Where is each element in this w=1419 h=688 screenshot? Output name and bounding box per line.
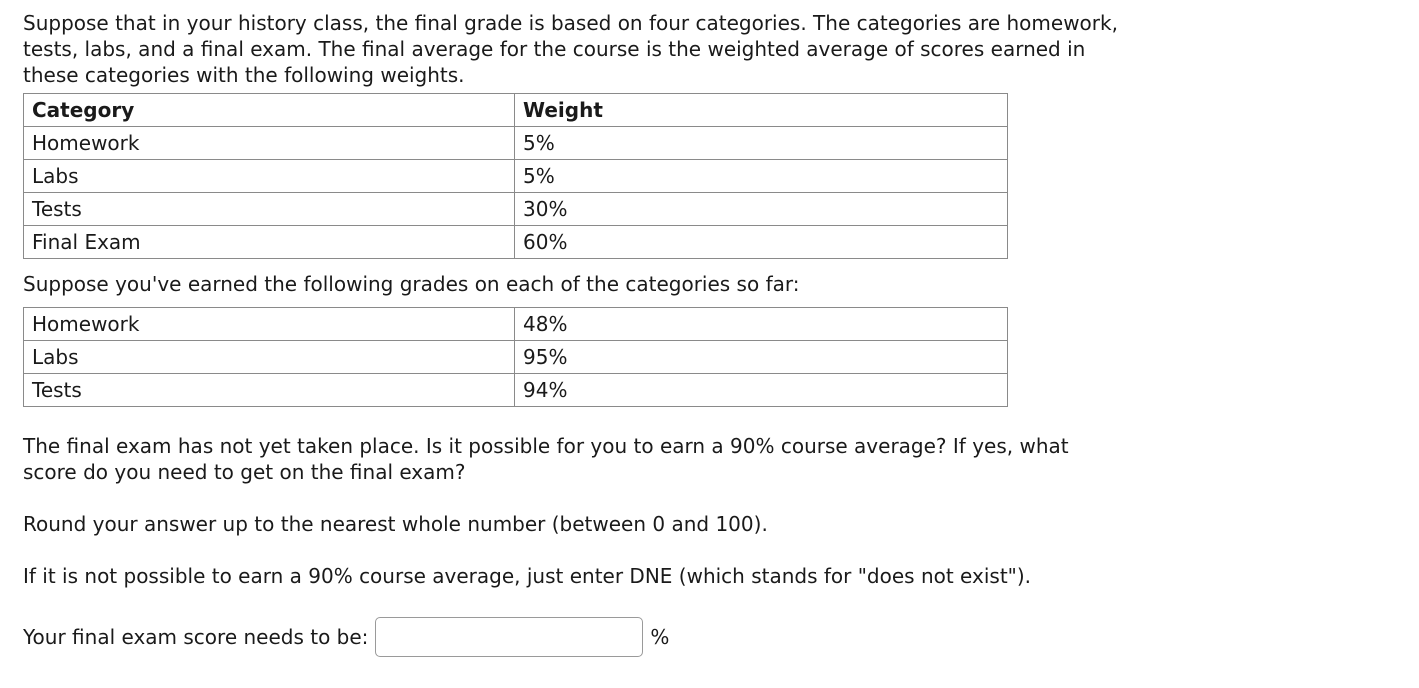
dne-instruction: If it is not possible to earn a 90% course average, just enter DNE (which stands for "does not exist"). [23,564,1032,588]
header-category: Category [24,94,515,127]
answer-label: Your final exam score needs to be: [23,625,369,649]
percent-unit: % [650,625,670,649]
weights-table [23,93,1008,259]
answer-row [23,614,1153,660]
category-cell: Labs [24,160,515,193]
question-content [23,8,1153,660]
category-cell: Homework [24,308,515,341]
table-row [24,341,1008,374]
weight-cell: 5% [515,160,1008,193]
grades-table [23,307,1008,407]
weight-cell: 5% [515,127,1008,160]
table-header-row [24,94,1008,127]
grade-cell: 94% [515,374,1008,407]
category-cell: Tests [24,374,515,407]
table-row [24,374,1008,407]
category-cell: Tests [24,193,515,226]
table-row [24,308,1008,341]
header-weight: Weight [515,94,1008,127]
table-row [24,193,1008,226]
grades-intro: Suppose you've earned the following grades on each of the categories so far: [23,272,800,296]
question-text: The final exam has not yet taken place. Is it possible for you to earn a 90% course average? If yes, what score do you need to get on the final exam? [23,434,1069,484]
grade-cell: 48% [515,308,1008,341]
table-row [24,160,1008,193]
grade-cell: 95% [515,341,1008,374]
rounding-instruction: Round your answer up to the nearest whole number (between 0 and 100). [23,512,768,536]
intro-paragraph: Suppose that in your history class, the final grade is based on four categories. The categories are homework, tests, labs, and a final exam. The final average for the course is the weighted average of scores earned in these categories with the following weights. [23,11,1118,87]
weight-cell: 60% [515,226,1008,259]
category-cell: Homework [24,127,515,160]
category-cell: Labs [24,341,515,374]
table-row [24,226,1008,259]
weight-cell: 30% [515,193,1008,226]
table-row [24,127,1008,160]
category-cell: Final Exam [24,226,515,259]
final-exam-score-input[interactable] [375,617,643,657]
